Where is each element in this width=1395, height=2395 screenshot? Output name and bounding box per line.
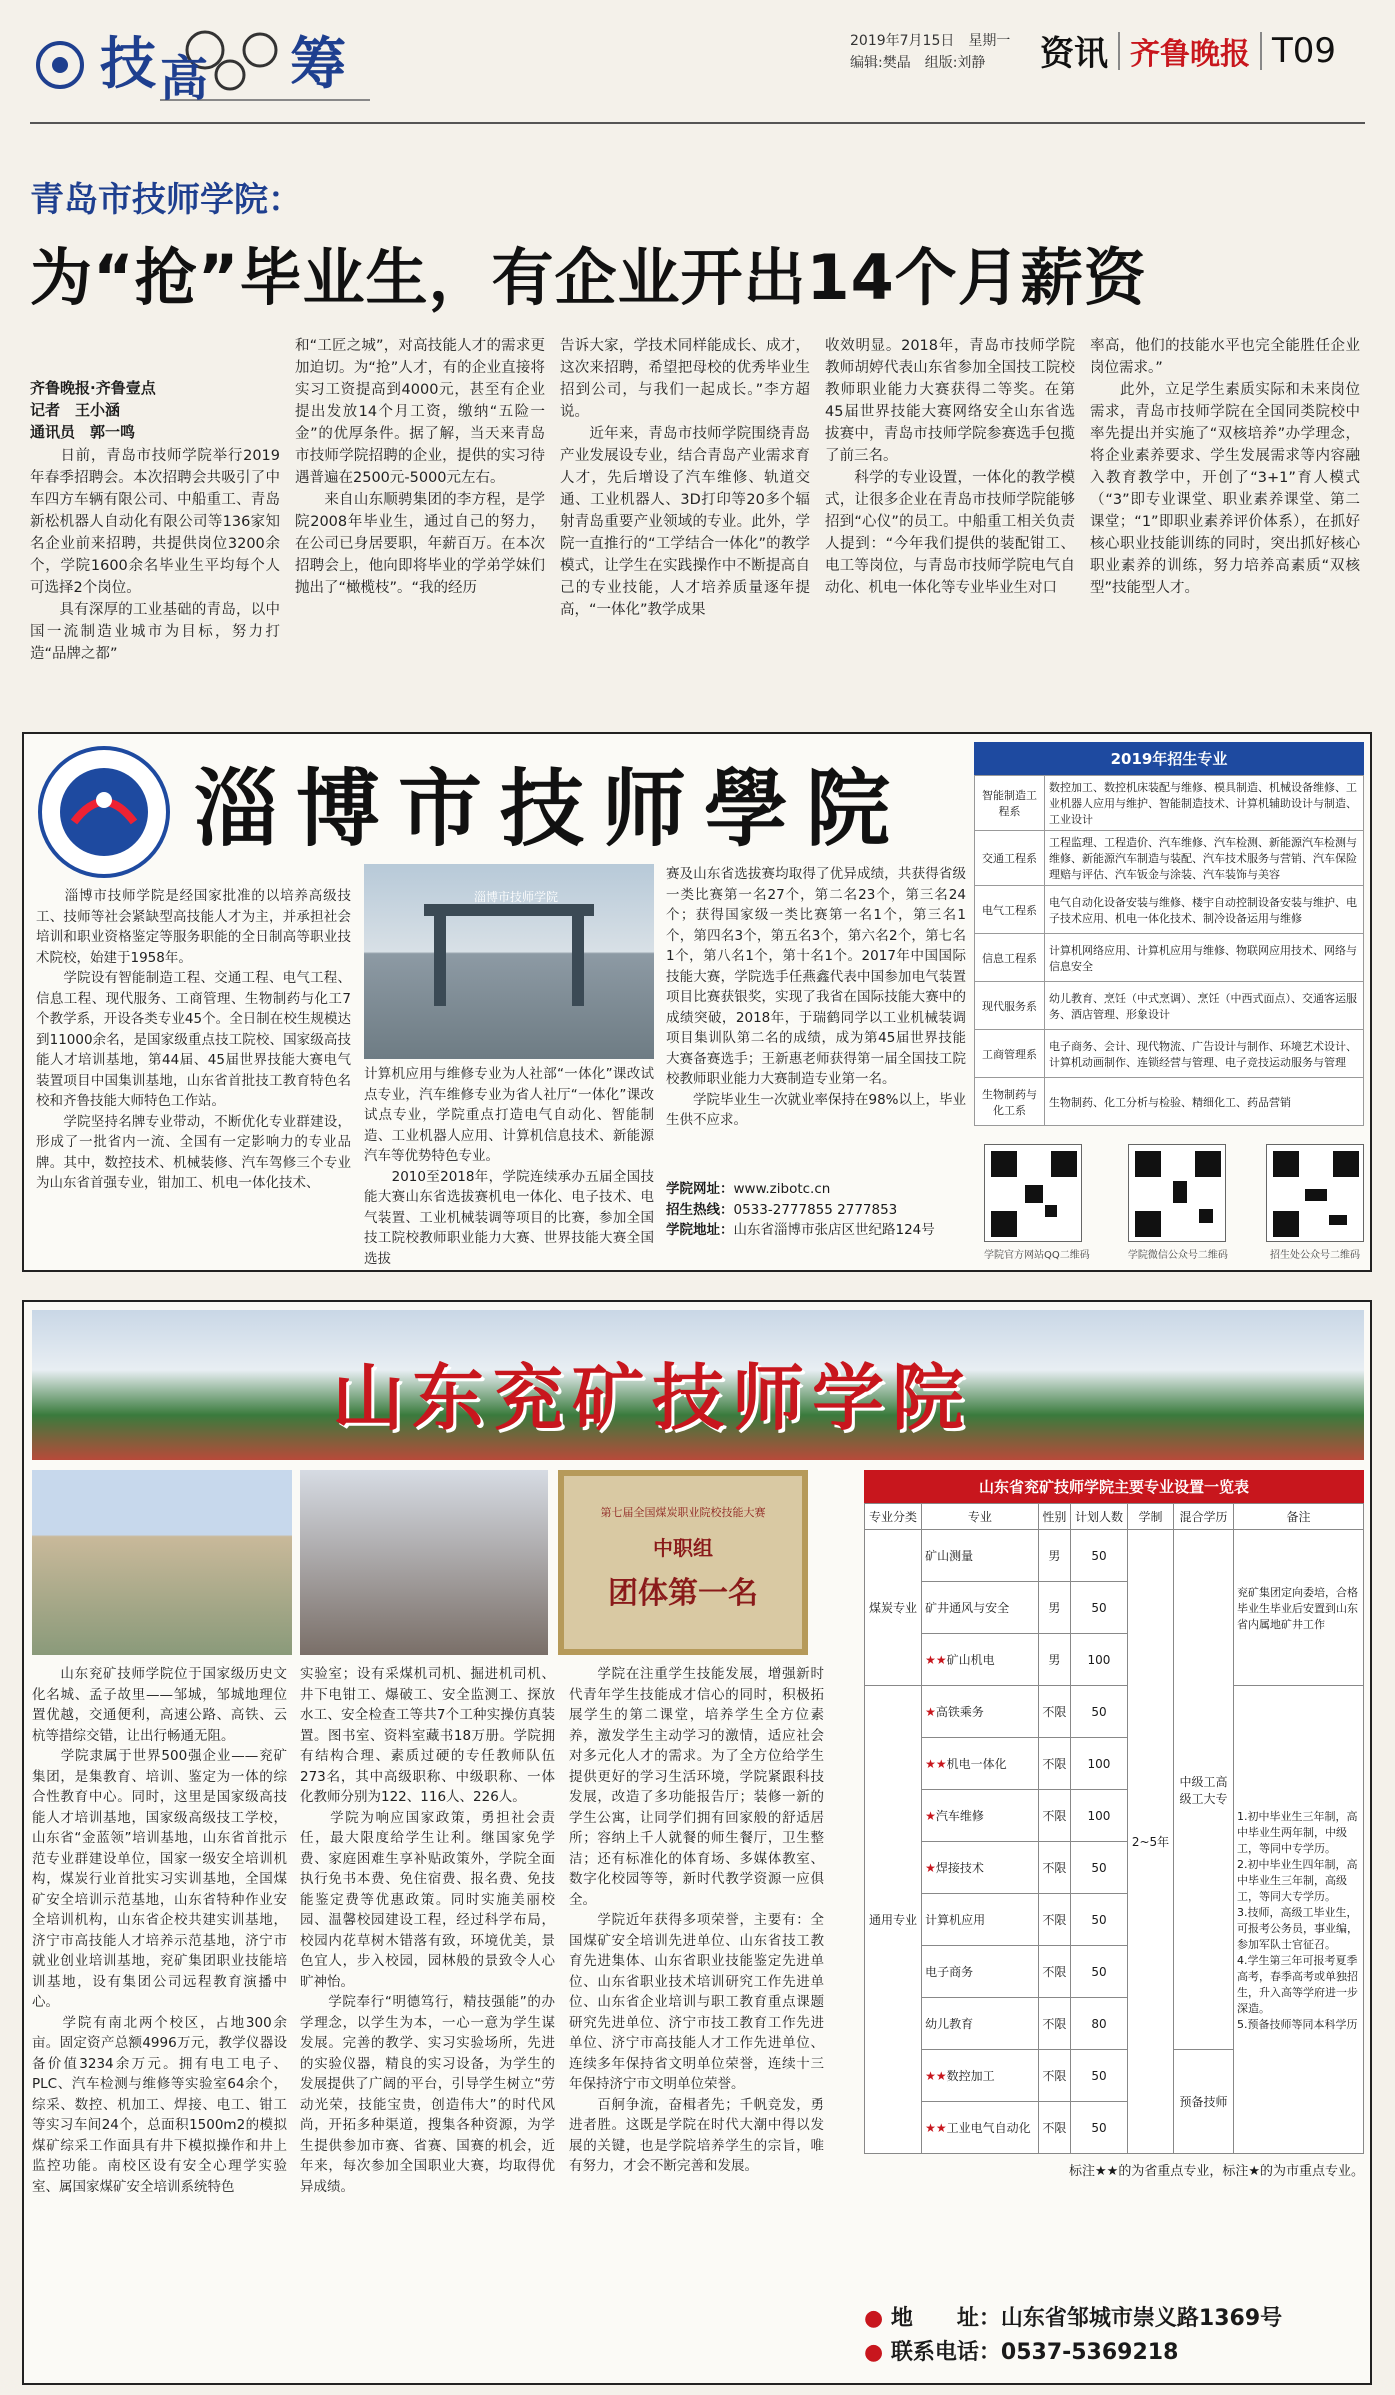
zibo-table-row	[975, 1030, 1364, 1078]
yk-sex-cell: 不限	[1038, 1738, 1070, 1790]
zibo-majors-cell: 数控加工、数控机床装配与维修、模具制造、机械设备维修、工业机器人应用与维护、智能制造技术、计算机辅助设计与制造、工业设计	[1045, 776, 1364, 831]
zibo-table	[974, 775, 1364, 1126]
article-column-2: 和“工匠之城”，对高技能人才的需求更加迫切。为“抢”人才，有的企业直接将实习工资提高到4000元，甚至有企业提出发放14个月工资，缴纳“五险一金”的优厚条件。据了解，当天来青岛市技师学院招聘的企业，提供的实习待遇普遍在2500元-5000元左右。 来自山东顺骋集团的李方程，是学院2008年毕业生，通过自己的努力，在公司已身居要职，年薪百万。在本次招聘会上，他向即将毕业的学弟学妹们抛出了“橄榄枝”。“我的经历	[295, 338, 545, 596]
page-header	[0, 0, 1395, 118]
yk-sex-cell: 男	[1038, 1530, 1070, 1582]
qr-caption: 学院官方网站QQ二维码	[984, 1250, 1090, 1261]
yk-num-cell: 50	[1070, 1842, 1127, 1894]
contact-address: 学院地址：山东省淄博市张店区世纪路124号	[666, 1222, 935, 1238]
yk-sex-cell: 不限	[1038, 1686, 1070, 1738]
zibo-column-2: 计算机应用与维修专业为人社部“一体化”课改试点专业，汽车维修专业为省人社厅“一体化”课改试点专业，学院重点打造电气自动化、智能制造、工业机器人应用、计算机信息技术、新能源汽车等优势特色专业。 2010至2018年，学院连续承办五届全国技能大赛山东省选拔赛机电一体化、电子技术、电气装置、工业机械装调等项目的比赛，参加全国技工院校教师职业能力大赛、世界技能大赛全国选拔	[364, 1066, 654, 1267]
byline	[30, 377, 156, 443]
yk-degree-cell: 预备技师	[1174, 2050, 1234, 2154]
yk-sex-cell: 不限	[1038, 2050, 1070, 2102]
yk-num-cell: 80	[1070, 1998, 1127, 2050]
article-title: 为“抢”毕业生，有企业开出14个月薪资	[30, 241, 1147, 314]
byline-line: 齐鲁晚报·齐鲁壹点	[30, 379, 156, 397]
yankuang-majors-table	[864, 1470, 1364, 2179]
yk-major-name: 高铁乘务	[935, 1705, 984, 1719]
yk-major-name: 矿山机电	[946, 1653, 995, 1667]
zibo-majors-cell: 电子商务、会计、现代物流、广告设计与制作、环境艺术设计、计算机动画制作、连锁经营与管理、电子竞技运动服务与管理	[1045, 1030, 1364, 1078]
table-legend: 标注★★的为省重点专业，标注★的为市重点专业。	[1069, 2164, 1364, 2179]
zibo-majors-cell: 电气自动化设备安装与维修、楼宇自动控制设备安装与维护、电子技术应用、机电一体化技术、制冷设备运用与维修	[1045, 886, 1364, 934]
zibo-column-1: 淄博市技师学院是经国家批准的以培养高级技工、技师等社会紧缺型高技能人才为主，并承担社会培训和职业资格鉴定等服务职能的全日制高等职业技术院校，始建于1958年。 学院设有智能制造工程、交通工程、电气工程、信息工程、现代服务、工商管理、生物制药与化工7个教学系，开设各类专业45个。全日制在校生规模达到11000余名，是国家级重点技工院校、国家级高技能人才培训基地，第44届、45届世界技能大赛电气装置项目中国集训基地，山东省首批技工教育特色名校和齐鲁技能大师特色工作站。 学院坚持名牌专业带动，不断优化专业群建设，形成了一批省内一流、全国有一定影响力的专业品牌。其中，数控技术、机械装修、汽车驾修三个专业为山东省首强专业，钳加工、机电一体化技术、	[36, 888, 351, 1191]
page-number: T09	[1272, 30, 1337, 71]
yankuang-column-2: 实验室；设有采煤机司机、掘进机司机、井下电钳工、爆破工、安全监测工、探放水工、安全检查工等共7个工种实操仿真装置。图书室、资料室藏书18万册。学院拥有结构合理、素质过硬的专任教师队伍273名，其中高级职称、中级职称、一体化教师分别为122、116人、226人。 学院为响应国家政策，勇担社会责任，最大限度给学生让利。继国家免学费、家庭困难生享补贴政策外，学院全面执行免书本费、免住宿费、报名费、免技能鉴定费等优惠政策。同时实施美丽校园、温馨校园建设工程，经过科学布局，校园内花草树木错落有致，环境优美，景色宜人，步入校园，园林般的景致令人心旷神怡。 学院奉行“明德笃行，精技强能”的办学理念，以学生为本，一心一意为学生谋发展。完善的教学、实习实验场所，先进的实验仪器，精良的实习设备，为学生的发展提供了广阔的平台，引导学生树立“劳动光荣，技能宝贵，创造伟大”的时代风尚，开拓多种渠道，搜集各种资源，为学生提供参加市赛、省赛、国赛的机会，近年来，每次参加全国职业大赛，均取得优异成绩。	[300, 1666, 555, 2195]
yk-num-cell: 50	[1070, 2102, 1127, 2154]
zibo-majors-cell: 工程监理、工程造价、汽车维修、汽车检测、新能源汽车检测与维修、新能源汽车制造与装配、汽车技术服务与营销、汽车保险理赔与评估、汽车钣金与涂装、汽车装饰与美容	[1045, 831, 1364, 886]
star-icon: ★	[925, 1809, 936, 1823]
yk-duration-cell: 2~5年	[1128, 1530, 1174, 2154]
qr-code-2	[1128, 1144, 1228, 1261]
zibo-campus-photo	[364, 864, 654, 1059]
yankuang-table	[864, 1503, 1364, 2154]
article-column-5: 率高，他们的技能水平也完全能胜任企业岗位需求。” 此外，立足学生素质实际和未来岗位需求，青岛市技师学院在全国同类院校中率先提出并实施了“双核培养”办学理念，将企业素养要求、学生发展需求等内容融入教育教学中，开创了“3+1”育人模式（“3”即专业课堂、职业素养课堂、第二课堂；“1”即职业素养评价体系），在抓好核心职业技能训练的同时，突出抓好核心职业素养的训练，努力培养高素质“双核型”技能型人才。	[1090, 338, 1360, 596]
yk-num-cell: 50	[1070, 1530, 1127, 1582]
zibo-column-3: 赛及山东省选拔赛均取得了优异成绩，共获得省级一类比赛第一名27个，第二名23个，第三名24个；获得国家级一类比赛第一名1个，第三名1个，第四名3个，第五名3个，第六名2个，第七名1个，第八名1个，第十名1个。2017年中国国际技能大赛，学院选手任燕鑫代表中国参加电气装置项目比赛获银奖，实现了我省在国际技能大赛中的成绩突破，2018年，于瑞鹤同学以工业机械装调项目集训队第二名的成绩，成为第45届世界技能大赛备赛选手；王新惠老师获得第一届全国技工院校教师职业能力大赛制造专业第一名。 学院毕业生一次就业率保持在98%以上，毕业生供不应求。	[666, 866, 967, 1128]
yankuang-table-title: 山东省兖矿技师学院主要专业设置一览表	[864, 1470, 1364, 1503]
masthead	[30, 10, 390, 110]
qr-caption: 学院微信公众号二维码	[1127, 1250, 1228, 1261]
article-column-1: 日前，青岛市技师学院举行2019年春季招聘会。本次招聘会共吸引了中车四方车辆有限公司、中船重工、青岛新松机器人自动化有限公司等136家知名企业前来招聘，共提供岗位3200余个，学院1600余名毕业生平均每个人可选择2个岗位。 具有深厚的工业基础的青岛，以中国一流制造业城市为目标，努力打造“品牌之都”	[30, 448, 280, 662]
qr-code-3	[1266, 1144, 1364, 1261]
photo-gate-sign: 淄博市技师学院	[474, 890, 559, 904]
yk-num-cell: 50	[1070, 1894, 1127, 1946]
zibo-dept-cell: 现代服务系	[975, 982, 1045, 1030]
byline-line: 通讯员 郭一鸣	[30, 423, 136, 441]
award-line-1: 第七届全国煤炭职业院校技能大赛	[600, 1506, 766, 1519]
yankuang-column-1: 山东兖矿技师学院位于国家级历史文化名城、孟子故里——邹城，邹城地理位置优越，交通便利，高速公路、高铁、云杭等措综交错，让出行畅通无阻。 学院隶属于世界500强企业——兖矿集团，是集教育、培训、鉴定为一体的综合性教育中心。同时，这里是国家级高技能人才培训基地，国家级高级技工学校，山东省“金蓝领”培训基地，山东省首批示范专业群建设单位，国家一级安全培训机构，煤炭行业首批实习实训基地，全国煤矿安全培训示范基地，山东省特种作业安全培训机构，山东省企校共建实训基地，济宁市高技能人才培养示范基地，济宁市就业创业培训基地，兖矿集团职业技能培训基地，设有集团公司远程教育演播中心。 学院有南北两个校区，占地300余亩。固定资产总额4996万元，教学仪器设备价值3234余万元。拥有电工电子、PLC、汽车检测与维修等实验室64余个，综采、数控、机加工、焊接、电工、钳工等实习车间24个，总面积1500m2的模拟煤矿综采工作面具有井下模拟操作和井上监控功能。南校区设有安全心理学实验室、属国家煤矿安全培训系统特色	[32, 1666, 287, 2195]
star-icon: ★	[925, 1861, 936, 1875]
article-column-4: 收效明显。2018年，青岛市技师学院教师胡婷代表山东省参加全国技工院校教师职业能力大赛获得二等奖。在第45届世界技能大赛网络安全山东省选拔赛中，青岛市技师学院参赛选手包揽了前三名。 科学的专业设置，一体化的教学模式，让很多企业在青岛市技师学院能够招到“心仪”的员工。中船重工相关负责人提到：“今年我们提供的装配钳工、电工等岗位，与青岛市技师学院电气自动化、机电一体化等专业毕业生对口	[825, 338, 1075, 596]
zibo-dept-cell: 电气工程系	[975, 886, 1045, 934]
star-icon: ★★	[925, 1757, 947, 1771]
paper-name: 齐鲁晚报	[1130, 36, 1250, 72]
yk-major-cell	[922, 1842, 1039, 1894]
byline-line: 记者 王小涵	[30, 401, 121, 419]
yk-major-name: 汽车维修	[935, 1809, 984, 1823]
yk-num-cell: 100	[1070, 1634, 1127, 1686]
qr-code-icon	[1128, 1144, 1226, 1242]
star-icon: ★★	[925, 2121, 947, 2135]
header-rule	[30, 122, 1365, 124]
yankuang-contacts	[864, 2302, 1364, 2370]
yk-sex-cell: 不限	[1038, 2102, 1070, 2154]
award-line-2: 中职组	[653, 1536, 713, 1560]
yk-remark-cell: 兖矿集团定向委培，合格毕业生毕业后安置到山东省内属地矿井工作	[1234, 1530, 1364, 1686]
zibo-dept-cell: 信息工程系	[975, 934, 1045, 982]
yk-sex-cell: 不限	[1038, 1998, 1070, 2050]
th-remark: 备注	[1234, 1504, 1364, 1530]
yk-cat-cell: 煤炭专业	[865, 1530, 922, 1686]
article-subtitle: 青岛市技师学院：	[30, 180, 302, 220]
yk-major-name: 焊接技术	[935, 1861, 984, 1875]
qr-code-icon	[1266, 1144, 1364, 1242]
yk-major-cell	[922, 1738, 1039, 1790]
yk-num-cell: 50	[1070, 1946, 1127, 1998]
yk-num-cell: 50	[1070, 1686, 1127, 1738]
yankuang-column-3: 学院在注重学生技能发展，增强新时代青年学生技能成才信心的同时，积极拓展学生的第二课堂，培养学生全方位素养，激发学生主动学习的激情，适应社会对多元化人才的需求。为了全方位给学生提供更好的学习生活环境，学院紧跟科技发展，改造了多功能报告厅；装修一新的学生公寓，让同学们拥有回家般的舒适居所；容纳上千人就餐的师生餐厅，卫生整洁；还有标准化的体育场、多媒体教室、数字化校园等等，新时代教学资源一应俱全。 学院近年获得多项荣誉，主要有：全国煤矿安全培训先进单位、山东省技工教育先进集体、山东省职业技能鉴定先进单位、山东省职业技术培训研究工作先进单位、山东省企业培训与职工教育重点课题研究先进单位、济宁市技工教育工作先进单位、济宁市高技能人才工作先进单位、连续多年保持省文明单位荣誉，连续十三年保持济宁市文明单位荣誉。 百舸争流，奋楫者先；千帆竞发，勇进者胜。这既是学院在时代大潮中得以发展的关键，也是学院培养学生的宗旨，唯有努力，才会不断完善和发展。	[569, 1666, 824, 2174]
yk-major-cell	[922, 1530, 1039, 1582]
header-right	[1040, 26, 1336, 75]
zibo-table-row	[975, 1078, 1364, 1126]
qr-code-icon	[984, 1144, 1082, 1242]
zibo-dept-cell: 智能制造工程系	[975, 776, 1045, 831]
yk-major-name: 工业电气自动化	[946, 2121, 1031, 2135]
yk-major-name: 计算机应用	[925, 1913, 986, 1927]
yk-major-cell	[922, 1634, 1039, 1686]
yk-major-cell	[922, 1582, 1039, 1634]
yk-num-cell: 50	[1070, 1582, 1127, 1634]
yk-sex-cell: 男	[1038, 1582, 1070, 1634]
yk-table-row	[865, 1686, 1364, 1738]
th-degree: 混合学历	[1174, 1504, 1234, 1530]
contact-phone: 招生热线：0533-2777855 2777853	[666, 1201, 898, 1218]
th-duration: 学制	[1128, 1504, 1174, 1530]
zibo-contacts	[666, 1179, 966, 1241]
yk-major-cell	[922, 2102, 1039, 2154]
contact-website: 学院网址：www.zibotc.cn	[666, 1181, 831, 1197]
yk-degree-cell: 中级工高级工大专	[1174, 1530, 1234, 2050]
zibo-majors-table	[974, 742, 1364, 1126]
yankuang-building-photo	[32, 1470, 292, 1655]
th-major: 专业	[922, 1504, 1039, 1530]
qr-caption: 招生处公众号二维码	[1270, 1250, 1360, 1261]
bullet-icon: ●	[864, 2306, 884, 2331]
award-line-3: 团体第一名	[608, 1576, 758, 1611]
zibo-title: 淄博市技师學院	[194, 759, 909, 858]
zibo-dept-cell: 生物制药与化工系	[975, 1078, 1045, 1126]
zibo-dept-cell: 工商管理系	[975, 1030, 1045, 1078]
zibo-table-row	[975, 886, 1364, 934]
yk-major-name: 数控加工	[946, 2069, 995, 2083]
yk-major-name: 矿井通风与安全	[925, 1601, 1010, 1615]
yk-phone: ● 联系电话：0537-5369218	[864, 2340, 1179, 2365]
divider	[1118, 32, 1120, 70]
yk-sex-cell: 不限	[1038, 1842, 1070, 1894]
yankuang-award-photo	[558, 1470, 808, 1655]
divider	[1260, 32, 1262, 70]
masthead-char-2: 高	[160, 51, 209, 107]
yk-major-name: 电子商务	[925, 1965, 974, 1979]
th-plan: 计划人数	[1070, 1504, 1127, 1530]
section-name: 资讯	[1040, 34, 1108, 74]
star-icon: ★★	[925, 1653, 947, 1667]
masthead-char-3: 筹	[290, 31, 346, 97]
editor-line: 编辑:樊晶 组版:刘静	[850, 55, 986, 71]
yk-num-cell: 50	[1070, 2050, 1127, 2102]
zibo-majors-cell: 幼儿教育、烹饪（中式烹调）、烹饪（中西式面点）、交通客运服务、酒店管理、形象设计	[1045, 982, 1364, 1030]
date-line: 2019年7月15日 星期一	[850, 33, 1011, 49]
zibo-logo-icon	[34, 742, 174, 882]
yk-major-cell	[922, 1894, 1039, 1946]
yk-sex-cell: 不限	[1038, 1946, 1070, 1998]
qr-codes	[984, 1144, 1364, 1261]
qr-code-1	[984, 1144, 1090, 1261]
zibo-table-row	[975, 776, 1364, 831]
th-category: 专业分类	[865, 1504, 922, 1530]
yk-major-name: 机电一体化	[946, 1757, 1007, 1771]
yk-sex-cell: 不限	[1038, 1790, 1070, 1842]
zibo-ad-box	[22, 732, 1372, 1272]
yk-address: ● 地 址：山东省邹城市崇义路1369号	[864, 2306, 1283, 2331]
yk-num-cell: 100	[1070, 1738, 1127, 1790]
yk-major-name: 幼儿教育	[925, 2017, 974, 2031]
masthead-char-1: 技	[100, 31, 156, 97]
yk-sex-cell: 不限	[1038, 1894, 1070, 1946]
yk-major-cell	[922, 1946, 1039, 1998]
yk-num-cell: 100	[1070, 1790, 1127, 1842]
bullet-icon: ●	[864, 2340, 884, 2365]
yankuang-ad-box	[22, 1300, 1372, 2385]
zibo-majors-cell: 计算机网络应用、计算机应用与维修、物联网应用技术、网络与信息安全	[1045, 934, 1364, 982]
yk-remark-cell: 1.初中毕业生三年制，高中毕业生两年制，中级工，等同中专学历。 2.初中毕业生四年制，高中毕业生三年制，高级工，等同大专学历。 3.技师，高级工毕业生，可报考公务员，事业编，参加军队士官征召。 4.学生第三年可报考夏季高考，春季高考或单独招生，升入高等学府进一步深造。 5.预备技师等同本科学历	[1234, 1686, 1364, 2154]
zibo-table-row	[975, 934, 1364, 982]
zibo-table-row	[975, 831, 1364, 886]
zibo-table-title: 2019年招生专业	[974, 742, 1364, 775]
zibo-majors-cell: 生物制药、化工分析与检验、精细化工、药品营销	[1045, 1078, 1364, 1126]
yk-sex-cell: 男	[1038, 1634, 1070, 1686]
header-info	[850, 30, 1010, 74]
yk-major-name: 矿山测量	[925, 1549, 974, 1563]
th-sex: 性别	[1038, 1504, 1070, 1530]
yk-cat-cell: 通用专业	[865, 1686, 922, 2154]
yk-major-cell	[922, 2050, 1039, 2102]
yk-table-row	[865, 1530, 1364, 1582]
article-column-3: 告诉大家，学技术同样能成长、成才，这次来招聘，希望把母校的优秀毕业生招到公司，与我们一起成长。”李方超说。 近年来，青岛市技师学院围绕青岛产业发展设专业，结合青岛产业需求育人才，先后增设了汽车维修、轨道交通、工业机器人、3D打印等20多个辐射青岛重要产业领域的专业。此外，学院一直推行的“工学结合一体化”的教学模式，让学生在实践操作中不断提高自己的专业技能，人才培养质量逐年提高，“一体化”教学成果	[560, 338, 810, 618]
zibo-table-row	[975, 982, 1364, 1030]
star-icon: ★	[925, 1705, 936, 1719]
yk-major-cell	[922, 1686, 1039, 1738]
yk-major-cell	[922, 1998, 1039, 2050]
zibo-dept-cell: 交通工程系	[975, 831, 1045, 886]
yankuang-team-photo	[300, 1470, 548, 1655]
yankuang-banner	[32, 1310, 1364, 1460]
star-icon: ★★	[925, 2069, 947, 2083]
yk-major-cell	[922, 1790, 1039, 1842]
yankuang-title: 山东兖矿技师学院	[332, 1355, 973, 1440]
